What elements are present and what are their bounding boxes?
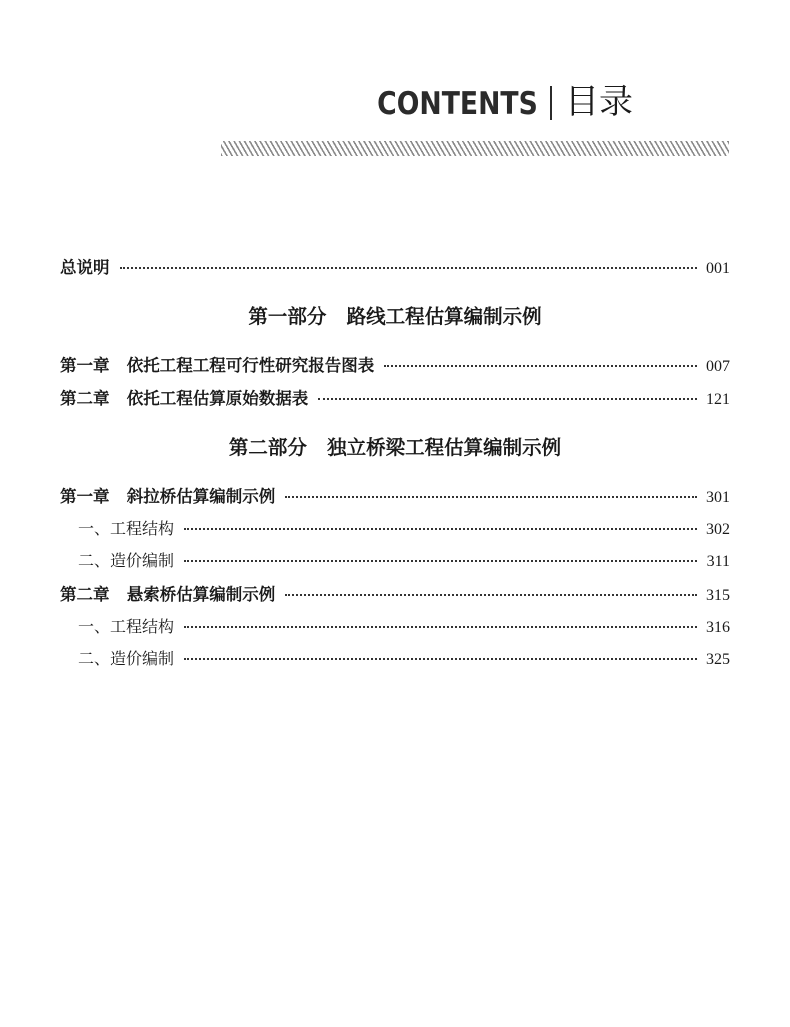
title-divider [550, 86, 552, 120]
dot-leader [285, 496, 697, 498]
toc-entry-title: 第一章 斜拉桥估算编制示例 [60, 487, 276, 506]
toc-entry-section[interactable] [78, 646, 730, 670]
dot-leader [285, 594, 697, 596]
dot-leader [384, 365, 697, 367]
contents-header [0, 80, 790, 130]
decorative-hatch-bar [221, 141, 729, 156]
toc-entry-title: 第二章 依托工程估算原始数据表 [60, 389, 309, 408]
toc-page-number: 121 [706, 391, 730, 408]
part-heading-1: 第一部分 路线工程估算编制示例 [248, 305, 542, 328]
toc-entry-chapter[interactable] [60, 581, 730, 605]
dot-leader [184, 560, 697, 562]
toc-entry-title: 一、工程结构 [78, 519, 175, 538]
dot-leader [120, 267, 698, 269]
toc-entry-title: 二、造价编制 [78, 551, 175, 570]
toc-page-number: 302 [706, 521, 730, 538]
dot-leader [184, 626, 697, 628]
toc-page-number: 325 [706, 651, 730, 668]
toc-page-number: 007 [706, 358, 730, 375]
dot-leader [184, 528, 697, 530]
toc-entry-title: 一、工程结构 [78, 617, 175, 636]
toc-entry-chapter[interactable] [60, 352, 730, 376]
toc-entry-section[interactable] [78, 516, 730, 540]
toc-entry-intro[interactable] [60, 254, 730, 278]
toc-page-number: 001 [706, 260, 730, 277]
toc-entry-title: 总说明 [60, 258, 110, 277]
toc-page-number: 315 [706, 587, 730, 604]
dot-leader [184, 658, 697, 660]
toc-entry-chapter[interactable] [60, 385, 730, 409]
part-heading-2: 第二部分 独立桥梁工程估算编制示例 [228, 436, 562, 459]
toc-entry-title: 第一章 依托工程工程可行性研究报告图表 [60, 356, 375, 375]
toc-page-number: 301 [706, 489, 730, 506]
toc-page-number: 311 [706, 553, 730, 570]
contents-title-zh: 目录 [565, 82, 633, 122]
toc-entry-section[interactable] [78, 614, 730, 638]
contents-title-en: CONTENTS [377, 86, 538, 122]
toc-entry-chapter[interactable] [60, 483, 730, 507]
toc-page-number: 316 [706, 619, 730, 636]
toc-entry-title: 第二章 悬索桥估算编制示例 [60, 585, 276, 604]
toc-entry-title: 二、造价编制 [78, 649, 175, 668]
dot-leader [318, 398, 697, 400]
toc-entry-section[interactable] [78, 548, 730, 572]
